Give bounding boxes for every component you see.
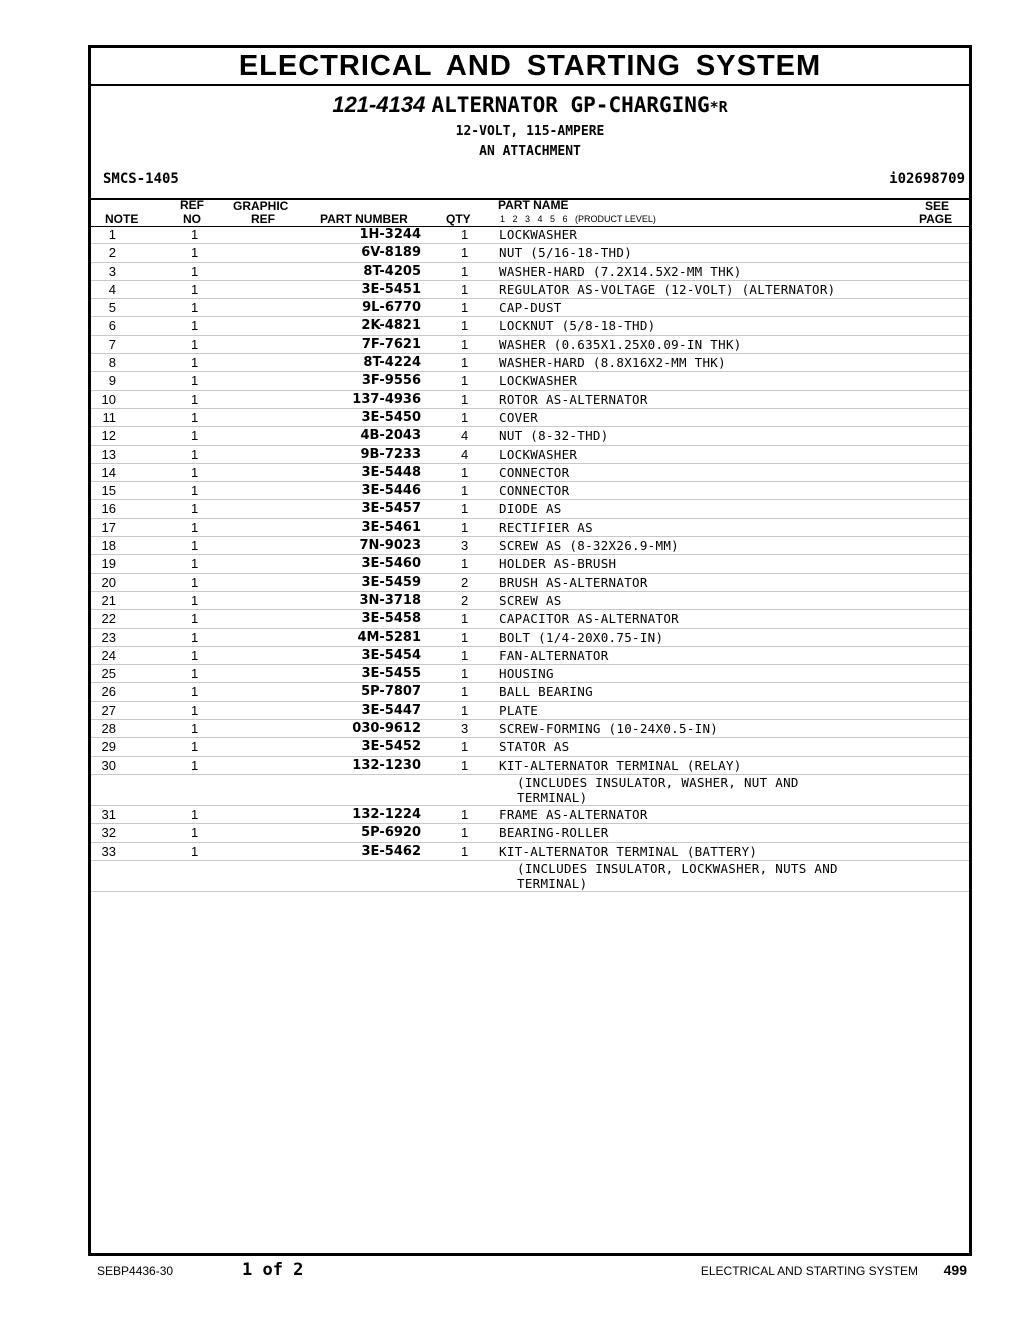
col-product-level: 1 2 3 4 5 6 (PRODUCT LEVEL) [500,214,656,224]
part-number: 3E-5459 [243,573,425,591]
graphic-ref: 1 [191,372,243,390]
part-name: LOCKNUT (5/8-18-THD) [499,317,969,335]
ref-no: 30 [91,756,191,774]
part-name: ROTOR AS-ALTERNATOR [499,390,969,408]
part-name: SCREW AS [499,591,969,609]
group-suffix: *R [709,98,728,116]
graphic-ref: 1 [191,500,243,518]
graphic-ref: 1 [191,738,243,756]
quantity: 1 [425,500,499,518]
table-row [91,408,969,426]
ref-no: 17 [91,518,191,536]
table-row [91,665,969,683]
quantity: 1 [425,463,499,481]
graphic-ref: 1 [191,628,243,646]
ref-no: 6 [91,317,191,335]
quantity: 3 [425,537,499,555]
graphic-ref: 1 [191,842,243,860]
part-name: CONNECTOR [499,463,969,481]
quantity: 1 [425,482,499,500]
graphic-ref: 1 [191,805,243,823]
ref-no: 20 [91,573,191,591]
quantity: 1 [425,665,499,683]
part-name: BALL BEARING [499,683,969,701]
column-headers [91,198,969,227]
ref-no: 22 [91,610,191,628]
graphic-ref: 1 [191,720,243,738]
part-number: 8T-4224 [243,354,425,372]
ref-no: 3 [91,262,191,280]
footer-doc-number: SEBP4436-30 [97,1264,174,1278]
table-row [91,427,969,445]
table-row [91,683,969,701]
part-name: HOLDER AS-BRUSH [499,555,969,573]
ref-no: 9 [91,372,191,390]
quantity: 1 [425,518,499,536]
part-number: 9B-7233 [243,445,425,463]
part-name: WASHER (0.635X1.25X0.09-IN THK) [499,335,969,353]
part-number: 137-4936 [243,390,425,408]
quantity: 1 [425,299,499,317]
part-number: 3E-5460 [243,555,425,573]
col-graphic-top: GRAPHIC [233,199,289,213]
table-row [91,842,969,860]
part-name: KIT-ALTERNATOR TERMINAL (BATTERY) [499,842,969,860]
table-row [91,500,969,518]
part-name: LOCKWASHER [499,226,969,244]
ref-no: 26 [91,683,191,701]
ref-no: 23 [91,628,191,646]
quantity: 3 [425,720,499,738]
graphic-ref [191,860,243,891]
part-name: WASHER-HARD (7.2X14.5X2-MM THK) [499,262,969,280]
col-note: NOTE [105,212,139,226]
table-row [91,573,969,591]
table-row [91,720,969,738]
graphic-ref: 1 [191,482,243,500]
graphic-ref: 1 [191,408,243,426]
graphic-ref: 1 [191,824,243,842]
part-name: REGULATOR AS-VOLTAGE (12-VOLT) (ALTERNATOR) [499,280,969,298]
table-row [91,244,969,262]
table-row [91,591,969,609]
quantity [425,774,499,805]
quantity: 1 [425,701,499,719]
part-name: CAP-DUST [499,299,969,317]
table-row [91,860,969,891]
table-row [91,262,969,280]
ref-no: 27 [91,701,191,719]
ref-no: 7 [91,335,191,353]
graphic-ref: 1 [191,555,243,573]
ref-no: 4 [91,280,191,298]
col-part-name: PART NAME [498,198,569,212]
quantity: 1 [425,372,499,390]
table-row [91,646,969,664]
part-number: 3N-3718 [243,591,425,609]
graphic-ref: 1 [191,299,243,317]
ref-no: 28 [91,720,191,738]
part-name: COVER [499,408,969,426]
part-number: 3E-5448 [243,463,425,481]
graphic-ref: 1 [191,610,243,628]
col-part-number: PART NUMBER [320,212,408,226]
ref-no: 10 [91,390,191,408]
part-number: 030-9612 [243,720,425,738]
quantity [425,860,499,891]
part-name: RECTIFIER AS [499,518,969,536]
parts-page-frame [88,45,972,1256]
quantity: 1 [425,628,499,646]
col-qty: QTY [446,212,471,226]
graphic-ref: 1 [191,537,243,555]
part-number: 3F-9556 [243,372,425,390]
part-name: HOUSING [499,665,969,683]
graphic-ref: 1 [191,427,243,445]
quantity: 1 [425,842,499,860]
quantity: 1 [425,805,499,823]
graphic-ref: 1 [191,463,243,481]
group-attachment-line: AN ATTACHMENT [479,144,581,159]
quantity: 1 [425,354,499,372]
table-row [91,463,969,481]
quantity: 1 [425,390,499,408]
graphic-ref: 1 [191,445,243,463]
ref-no: 5 [91,299,191,317]
table-row [91,372,969,390]
part-name: PLATE [499,701,969,719]
part-name [499,860,969,891]
col-ref-top: REF [180,198,204,212]
part-number: 3E-5461 [243,518,425,536]
part-name: LOCKWASHER [499,372,969,390]
part-name: BEARING-ROLLER [499,824,969,842]
graphic-ref: 1 [191,573,243,591]
part-number: 3E-5457 [243,500,425,518]
smcs-code: SMCS-1405 [103,171,179,187]
table-row [91,299,969,317]
ref-no [91,774,191,805]
part-number: 3E-5446 [243,482,425,500]
table-row [91,805,969,823]
ref-no: 25 [91,665,191,683]
table-row [91,317,969,335]
part-name: SCREW AS (8-32X26.9-MM) [499,537,969,555]
col-see-top: SEE [925,199,950,213]
ref-no: 8 [91,354,191,372]
ref-no: 12 [91,427,191,445]
part-number: 2K-4821 [243,317,425,335]
ref-no: 1 [91,226,191,244]
part-name: CAPACITOR AS-ALTERNATOR [499,610,969,628]
ref-no: 31 [91,805,191,823]
col-ref-bottom: NO [183,212,201,226]
info-id: i02698709 [889,171,965,187]
table-row [91,390,969,408]
group-title [91,92,969,118]
graphic-ref: 1 [191,701,243,719]
ref-no: 14 [91,463,191,481]
part-number: 4M-5281 [243,628,425,646]
graphic-ref: 1 [191,756,243,774]
table-row [91,482,969,500]
footer-section: ELECTRICAL AND STARTING SYSTEM [700,1264,918,1278]
table-row [91,756,969,774]
part-number [243,860,425,891]
table-row [91,774,969,805]
part-number: 3E-5462 [243,842,425,860]
ref-no: 18 [91,537,191,555]
part-name: FAN-ALTERNATOR [499,646,969,664]
footer-page-of: 1 of 2 [242,1260,304,1280]
part-number: 3E-5452 [243,738,425,756]
graphic-ref: 1 [191,244,243,262]
table-row [91,610,969,628]
quantity: 1 [425,824,499,842]
graphic-ref [191,774,243,805]
part-name: CONNECTOR [499,482,969,500]
quantity: 1 [425,555,499,573]
part-number: 5P-6920 [243,824,425,842]
part-name: NUT (8-32-THD) [499,427,969,445]
graphic-ref: 1 [191,390,243,408]
part-note: (INCLUDES INSULATOR, LOCKWASHER, NUTS AND TERMINAL) [517,860,838,891]
footer-page-number: 499 [943,1262,967,1278]
part-name: SCREW-FORMING (10-24X0.5-IN) [499,720,969,738]
quantity: 1 [425,683,499,701]
quantity: 1 [425,408,499,426]
part-note: (INCLUDES INSULATOR, WASHER, NUT AND TERMINAL) [517,774,799,805]
quantity: 1 [425,280,499,298]
graphic-ref: 1 [191,665,243,683]
ref-no: 19 [91,555,191,573]
quantity: 1 [425,756,499,774]
part-number: 132-1230 [243,756,425,774]
ref-no: 11 [91,408,191,426]
ref-no: 32 [91,824,191,842]
part-number: 132-1224 [243,805,425,823]
table-row [91,354,969,372]
graphic-ref: 1 [191,354,243,372]
quantity: 1 [425,646,499,664]
ref-no: 15 [91,482,191,500]
graphic-ref: 1 [191,262,243,280]
table-row [91,335,969,353]
part-name: BRUSH AS-ALTERNATOR [499,573,969,591]
part-number [243,774,425,805]
ref-no: 2 [91,244,191,262]
part-number: 1H-3244 [243,226,425,244]
quantity: 1 [425,244,499,262]
col-graphic-bottom: REF [251,212,275,226]
quantity: 1 [425,738,499,756]
part-name [499,774,969,805]
part-number: 3E-5451 [243,280,425,298]
table-row [91,628,969,646]
graphic-ref: 1 [191,591,243,609]
part-number: 3E-5450 [243,408,425,426]
quantity: 4 [425,445,499,463]
table-row [91,226,969,244]
quantity: 2 [425,573,499,591]
part-name: WASHER-HARD (8.8X16X2-MM THK) [499,354,969,372]
group-name: ALTERNATOR GP-CHARGING [431,93,710,117]
table-row [91,518,969,536]
quantity: 1 [425,226,499,244]
quantity: 4 [425,427,499,445]
graphic-ref: 1 [191,518,243,536]
ref-no: 16 [91,500,191,518]
part-name: DIODE AS [499,500,969,518]
section-title: ELECTRICAL AND STARTING SYSTEM [91,48,969,86]
table-row [91,537,969,555]
part-number: 6V-8189 [243,244,425,262]
quantity: 1 [425,317,499,335]
part-name: KIT-ALTERNATOR TERMINAL (RELAY) [499,756,969,774]
table-row [91,738,969,756]
graphic-ref: 1 [191,683,243,701]
part-number: 7N-9023 [243,537,425,555]
graphic-ref: 1 [191,646,243,664]
quantity: 1 [425,262,499,280]
graphic-ref: 1 [191,317,243,335]
table-row [91,445,969,463]
part-number: 3E-5447 [243,701,425,719]
quantity: 2 [425,591,499,609]
part-name: BOLT (1/4-20X0.75-IN) [499,628,969,646]
quantity: 1 [425,610,499,628]
part-name: STATOR AS [499,738,969,756]
ref-no: 29 [91,738,191,756]
part-number: 8T-4205 [243,262,425,280]
ref-no: 33 [91,842,191,860]
part-number: 9L-6770 [243,299,425,317]
part-number: 5P-7807 [243,683,425,701]
quantity: 1 [425,335,499,353]
part-number: 4B-2043 [243,427,425,445]
part-number: 3E-5458 [243,610,425,628]
part-name: FRAME AS-ALTERNATOR [499,805,969,823]
ref-no: 13 [91,445,191,463]
parts-table [91,226,969,892]
graphic-ref: 1 [191,226,243,244]
ref-no [91,860,191,891]
table-row [91,824,969,842]
table-row [91,701,969,719]
ref-no: 24 [91,646,191,664]
part-name: NUT (5/16-18-THD) [499,244,969,262]
part-number: 3E-5455 [243,665,425,683]
part-name: LOCKWASHER [499,445,969,463]
part-number: 3E-5454 [243,646,425,664]
graphic-ref: 1 [191,335,243,353]
col-see-bottom: PAGE [919,212,953,226]
part-number: 7F-7621 [243,335,425,353]
group-header [91,86,969,200]
ref-no: 21 [91,591,191,609]
group-number: 121-4134 [332,92,426,117]
group-spec-line: 12-VOLT, 115-AMPERE [455,124,605,139]
table-row [91,280,969,298]
graphic-ref: 1 [191,280,243,298]
table-row [91,555,969,573]
